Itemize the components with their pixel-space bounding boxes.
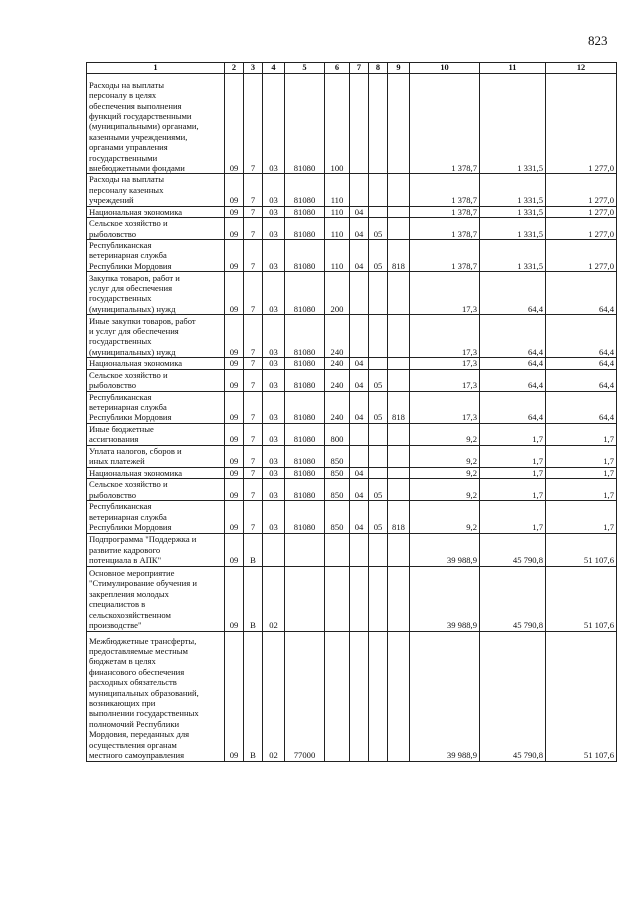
cell-description: Республиканская ветеринарная служба Республики Мордовия [87,391,225,423]
cell-col-7 [350,74,369,174]
cell-col-4: 03 [263,206,285,217]
cell-col-6: 200 [325,272,350,315]
cell-col-11: 64,4 [480,391,546,423]
cell-col-12: 1 277,0 [546,74,617,174]
cell-col-6: 240 [325,391,350,423]
cell-description: Национальная экономика [87,467,225,478]
cell-col-9 [388,467,410,478]
cell-description: Иные бюджетные ассигнования [87,423,225,445]
cell-col-11: 1,7 [480,467,546,478]
cell-col-7: 04 [350,479,369,501]
cell-col-4: 02 [263,566,285,631]
cell-col-5: 81080 [285,272,325,315]
cell-col-6: 240 [325,315,350,358]
table-row [87,240,617,272]
cell-col-4: 03 [263,479,285,501]
cell-col-11: 1 331,5 [480,240,546,272]
cell-col-12: 1,7 [546,479,617,501]
cell-col-10: 17,3 [410,315,480,358]
cell-col-7 [350,423,369,445]
cell-col-9 [388,74,410,174]
cell-col-3: В [244,566,263,631]
cell-col-8 [369,423,388,445]
cell-col-9 [388,206,410,217]
cell-col-11: 1,7 [480,445,546,467]
cell-col-7: 04 [350,501,369,533]
cell-col-9 [388,533,410,566]
header-col-11: 11 [480,63,546,74]
cell-col-11: 64,4 [480,358,546,369]
cell-col-11: 45 790,8 [480,533,546,566]
cell-col-9 [388,315,410,358]
cell-col-2: 09 [225,315,244,358]
cell-col-8 [369,445,388,467]
cell-col-5: 81080 [285,479,325,501]
cell-col-10: 1 378,7 [410,174,480,206]
cell-col-4: 03 [263,501,285,533]
cell-col-3: В [244,631,263,761]
cell-description: Иные закупки товаров, работ и услуг для обеспечения государственных (муниципальных) нужд [87,315,225,358]
cell-col-4: 03 [263,272,285,315]
cell-col-4: 03 [263,445,285,467]
cell-description: Национальная экономика [87,206,225,217]
cell-col-6: 850 [325,479,350,501]
cell-col-8 [369,206,388,217]
cell-col-2: 09 [225,174,244,206]
cell-col-4: 03 [263,218,285,240]
cell-col-3: 7 [244,74,263,174]
table-row [87,467,617,478]
cell-col-9 [388,479,410,501]
cell-col-5: 81080 [285,218,325,240]
cell-col-3: 7 [244,423,263,445]
cell-col-11: 64,4 [480,315,546,358]
cell-col-11: 1 331,5 [480,206,546,217]
cell-col-10: 39 988,9 [410,631,480,761]
cell-col-12: 51 107,6 [546,566,617,631]
cell-col-6: 850 [325,445,350,467]
budget-table [86,62,617,762]
cell-col-7 [350,533,369,566]
cell-col-2: 09 [225,445,244,467]
table-row [87,369,617,391]
cell-col-6: 240 [325,369,350,391]
cell-description: Подпрограмма "Поддержка и развитие кадрового потенциала в АПК" [87,533,225,566]
cell-col-11: 1 331,5 [480,174,546,206]
cell-col-7: 04 [350,369,369,391]
cell-col-5 [285,566,325,631]
cell-description: Сельское хозяйство и рыболовство [87,369,225,391]
cell-col-10: 9,2 [410,467,480,478]
cell-col-10: 1 378,7 [410,240,480,272]
cell-col-11: 45 790,8 [480,631,546,761]
cell-col-6: 110 [325,206,350,217]
cell-col-8 [369,272,388,315]
cell-col-7: 04 [350,240,369,272]
cell-description: Межбюджетные трансферты, предоставляемые местным бюджетам в целях финансового обеспечения расходных обязательств муниципальных образований, возникающих при выполнении государственных полномочий Республики Мордовия, переданных для осуществления органам местного самоуправления [87,631,225,761]
cell-col-12: 1 277,0 [546,240,617,272]
cell-col-12: 1,7 [546,423,617,445]
cell-col-11: 1,7 [480,423,546,445]
table-row [87,218,617,240]
cell-col-12: 1,7 [546,501,617,533]
cell-col-3: 7 [244,467,263,478]
header-col-7: 7 [350,63,369,74]
cell-col-11: 1,7 [480,501,546,533]
table-row [87,445,617,467]
cell-col-12: 64,4 [546,272,617,315]
table-row [87,501,617,533]
cell-description: Основное мероприятие "Стимулирование обучения и закрепления молодых специалистов в сельскохозяйственном производстве" [87,566,225,631]
cell-col-7 [350,445,369,467]
header-col-3: 3 [244,63,263,74]
cell-col-11: 64,4 [480,369,546,391]
cell-col-2: 09 [225,566,244,631]
cell-col-4: 03 [263,423,285,445]
cell-col-5 [285,533,325,566]
cell-col-11: 1 331,5 [480,74,546,174]
table-row [87,206,617,217]
cell-col-5: 81080 [285,358,325,369]
cell-col-10: 1 378,7 [410,74,480,174]
cell-col-6: 110 [325,174,350,206]
cell-col-4: 03 [263,174,285,206]
cell-col-2: 09 [225,272,244,315]
cell-col-2: 09 [225,358,244,369]
cell-col-7 [350,272,369,315]
cell-col-10: 9,2 [410,423,480,445]
cell-col-9 [388,445,410,467]
cell-col-8: 05 [369,501,388,533]
cell-col-2: 09 [225,206,244,217]
cell-col-4: 03 [263,391,285,423]
cell-col-5: 81080 [285,74,325,174]
cell-col-3: 7 [244,479,263,501]
cell-col-2: 09 [225,501,244,533]
cell-col-9: 818 [388,501,410,533]
cell-col-10: 17,3 [410,358,480,369]
header-col-8: 8 [369,63,388,74]
cell-col-12: 1 277,0 [546,206,617,217]
cell-col-2: 09 [225,631,244,761]
cell-col-6: 800 [325,423,350,445]
cell-col-7 [350,315,369,358]
page-number: 823 [588,33,608,48]
header-col-5: 5 [285,63,325,74]
cell-col-10: 17,3 [410,369,480,391]
cell-description: Уплата налогов, сборов и иных платежей [87,445,225,467]
cell-col-12: 1,7 [546,467,617,478]
cell-col-3: 7 [244,272,263,315]
cell-col-6: 850 [325,467,350,478]
cell-col-3: 7 [244,369,263,391]
cell-col-8 [369,315,388,358]
cell-col-9 [388,218,410,240]
cell-col-2: 09 [225,467,244,478]
cell-col-10: 39 988,9 [410,566,480,631]
cell-col-3: 7 [244,206,263,217]
cell-col-8: 05 [369,218,388,240]
cell-col-3: 7 [244,315,263,358]
cell-col-2: 09 [225,369,244,391]
cell-col-6: 850 [325,501,350,533]
cell-col-10: 9,2 [410,445,480,467]
cell-col-6: 110 [325,218,350,240]
cell-col-11: 45 790,8 [480,566,546,631]
cell-col-9 [388,174,410,206]
cell-col-11: 1 331,5 [480,218,546,240]
header-col-1: 1 [87,63,225,74]
cell-col-9 [388,369,410,391]
cell-col-10: 39 988,9 [410,533,480,566]
cell-col-12: 1,7 [546,445,617,467]
cell-col-8: 05 [369,479,388,501]
table-row [87,423,617,445]
cell-col-11: 1,7 [480,479,546,501]
cell-col-6 [325,631,350,761]
cell-description: Сельское хозяйство и рыболовство [87,479,225,501]
table-row [87,315,617,358]
cell-col-8 [369,566,388,631]
cell-description: Закупка товаров, работ и услуг для обеспечения государственных (муниципальных) нужд [87,272,225,315]
cell-col-9: 818 [388,240,410,272]
cell-col-7 [350,174,369,206]
cell-col-7: 04 [350,206,369,217]
table-body [87,74,617,761]
cell-col-3: 7 [244,391,263,423]
cell-col-5: 81080 [285,174,325,206]
cell-col-12: 64,4 [546,391,617,423]
header-col-12: 12 [546,63,617,74]
cell-col-10: 9,2 [410,501,480,533]
cell-col-8 [369,74,388,174]
cell-col-4 [263,533,285,566]
header-col-6: 6 [325,63,350,74]
cell-col-7: 04 [350,358,369,369]
cell-col-7 [350,566,369,631]
cell-col-2: 09 [225,479,244,501]
cell-col-5: 81080 [285,240,325,272]
cell-col-3: 7 [244,174,263,206]
cell-col-12: 51 107,6 [546,631,617,761]
table-row [87,566,617,631]
header-col-9: 9 [388,63,410,74]
cell-col-2: 09 [225,533,244,566]
cell-col-2: 09 [225,74,244,174]
cell-description: Республиканская ветеринарная служба Республики Мордовия [87,240,225,272]
cell-description: Сельское хозяйство и рыболовство [87,218,225,240]
cell-col-9 [388,272,410,315]
cell-col-5: 81080 [285,423,325,445]
cell-col-7: 04 [350,391,369,423]
cell-description: Расходы на выплаты персоналу в целях обеспечения выполнения функций государственными (муниципальными) органами, казенными учреждениями, органами управления государственными внебюджетными фондами [87,74,225,174]
cell-col-6 [325,533,350,566]
cell-col-12: 64,4 [546,358,617,369]
cell-col-11: 64,4 [480,272,546,315]
table-row [87,358,617,369]
cell-col-7: 04 [350,467,369,478]
cell-col-4: 02 [263,631,285,761]
cell-col-10: 9,2 [410,479,480,501]
cell-col-5: 81080 [285,445,325,467]
cell-col-4: 03 [263,358,285,369]
table-row [87,74,617,174]
table-row [87,533,617,566]
cell-col-3: 7 [244,501,263,533]
cell-col-9 [388,423,410,445]
cell-col-2: 09 [225,240,244,272]
cell-col-6: 240 [325,358,350,369]
table-row [87,479,617,501]
cell-description: Республиканская ветеринарная служба Республики Мордовия [87,501,225,533]
cell-col-6 [325,566,350,631]
cell-col-8: 05 [369,391,388,423]
table-header-row [87,63,617,74]
cell-col-8: 05 [369,369,388,391]
cell-col-2: 09 [225,218,244,240]
cell-col-8 [369,358,388,369]
cell-description: Расходы на выплаты персоналу казенных учреждений [87,174,225,206]
cell-col-10: 17,3 [410,391,480,423]
cell-col-9 [388,631,410,761]
cell-col-12: 64,4 [546,369,617,391]
cell-col-8 [369,467,388,478]
cell-col-7: 04 [350,218,369,240]
cell-col-5: 81080 [285,315,325,358]
cell-col-5: 77000 [285,631,325,761]
cell-col-10: 1 378,7 [410,218,480,240]
cell-col-3: 7 [244,218,263,240]
cell-col-4: 03 [263,467,285,478]
cell-col-6: 110 [325,240,350,272]
cell-col-5: 81080 [285,501,325,533]
cell-col-12: 51 107,6 [546,533,617,566]
table-row [87,631,617,761]
cell-col-12: 1 277,0 [546,218,617,240]
cell-col-4: 03 [263,74,285,174]
cell-col-3: 7 [244,240,263,272]
cell-col-8 [369,533,388,566]
cell-col-9: 818 [388,391,410,423]
cell-col-5: 81080 [285,369,325,391]
cell-col-5: 81080 [285,467,325,478]
table-row [87,391,617,423]
cell-col-2: 09 [225,423,244,445]
cell-col-7 [350,631,369,761]
header-col-4: 4 [263,63,285,74]
cell-col-3: 7 [244,358,263,369]
cell-col-6: 100 [325,74,350,174]
cell-col-3: В [244,533,263,566]
cell-col-5: 81080 [285,391,325,423]
cell-col-12: 1 277,0 [546,174,617,206]
cell-col-8 [369,174,388,206]
cell-col-12: 64,4 [546,315,617,358]
cell-col-4: 03 [263,240,285,272]
cell-col-9 [388,358,410,369]
header-col-2: 2 [225,63,244,74]
cell-col-3: 7 [244,445,263,467]
cell-col-10: 17,3 [410,272,480,315]
cell-col-9 [388,566,410,631]
cell-col-8: 05 [369,240,388,272]
cell-col-10: 1 378,7 [410,206,480,217]
table-row [87,174,617,206]
cell-col-2: 09 [225,391,244,423]
cell-col-8 [369,631,388,761]
cell-description: Национальная экономика [87,358,225,369]
cell-col-4: 03 [263,369,285,391]
header-col-10: 10 [410,63,480,74]
cell-col-5: 81080 [285,206,325,217]
table-row [87,272,617,315]
cell-col-4: 03 [263,315,285,358]
